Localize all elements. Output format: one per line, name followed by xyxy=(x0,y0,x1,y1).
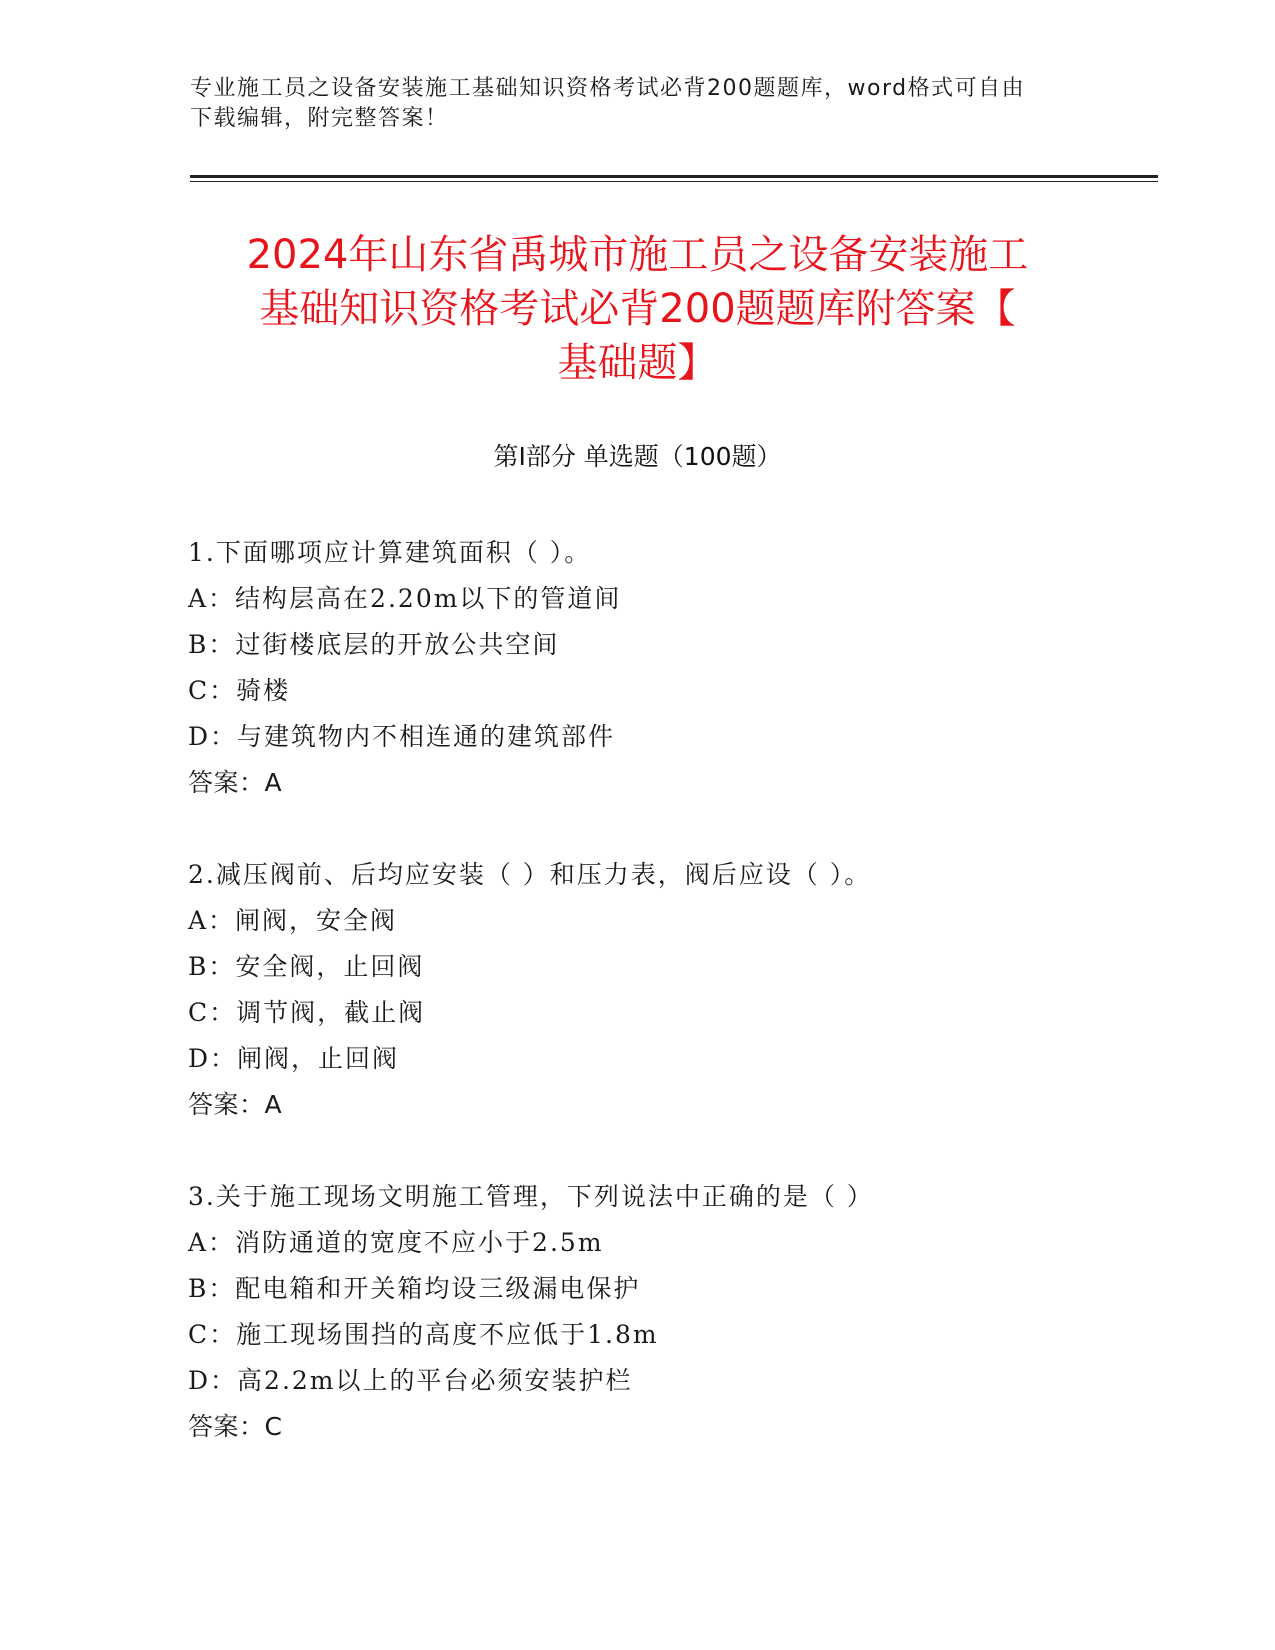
question-stem: 2.减压阀前、后均应安装（ ）和压力表，阀后应设（ ）。 xyxy=(188,860,872,889)
option-d: D：与建筑物内不相连通的建筑部件 xyxy=(188,722,616,751)
title-line-2: 基础知识资格考试必背200题题库附答案【 xyxy=(259,286,1016,332)
option-d: D：高2.2m以上的平台必须安装护栏 xyxy=(188,1366,633,1395)
option-a: A：闸阀，安全阀 xyxy=(188,906,398,935)
question-stem: 3.关于施工现场文明施工管理，下列说法中正确的是（ ） xyxy=(188,1182,874,1211)
title-line-1: 2024年山东省禹城市施工员之设备安装施工 xyxy=(246,232,1029,278)
answer: 答案：A xyxy=(188,1090,283,1119)
option-c: C：施工现场围挡的高度不应低于1.8m xyxy=(188,1320,659,1349)
option-b: B：配电箱和开关箱均设三级漏电保护 xyxy=(188,1274,641,1303)
question-list xyxy=(188,530,1148,1496)
option-d: D：闸阀，止回阀 xyxy=(188,1044,400,1073)
header-note xyxy=(190,74,1090,134)
document-title xyxy=(150,228,1125,390)
title-line-3: 基础题】 xyxy=(557,340,718,386)
section-heading: 第Ⅰ部分 单选题（100题） xyxy=(493,442,782,471)
header-note-line-2: 下载编辑，附完整答案！ xyxy=(190,106,449,131)
header-note-line-1: 专业施工员之设备安装施工基础知识资格考试必背200题题库，word格式可自由 xyxy=(190,76,1026,101)
option-a: A：消防通道的宽度不应小于2.5m xyxy=(188,1228,604,1257)
option-b: B：过街楼底层的开放公共空间 xyxy=(188,630,560,659)
question-2 xyxy=(188,852,1148,1128)
header-divider-thick xyxy=(190,175,1158,178)
question-1 xyxy=(188,530,1148,806)
option-b: B：安全阀，止回阀 xyxy=(188,952,425,981)
answer: 答案：C xyxy=(188,1412,283,1441)
question-stem: 1.下面哪项应计算建筑面积（ ）。 xyxy=(188,538,592,567)
option-a: A：结构层高在2.20m以下的管道间 xyxy=(188,584,622,613)
answer: 答案：A xyxy=(188,768,283,797)
header-divider-thin xyxy=(190,181,1158,182)
option-c: C：骑楼 xyxy=(188,676,291,705)
option-c: C：调节阀，截止阀 xyxy=(188,998,426,1027)
question-3 xyxy=(188,1174,1148,1450)
